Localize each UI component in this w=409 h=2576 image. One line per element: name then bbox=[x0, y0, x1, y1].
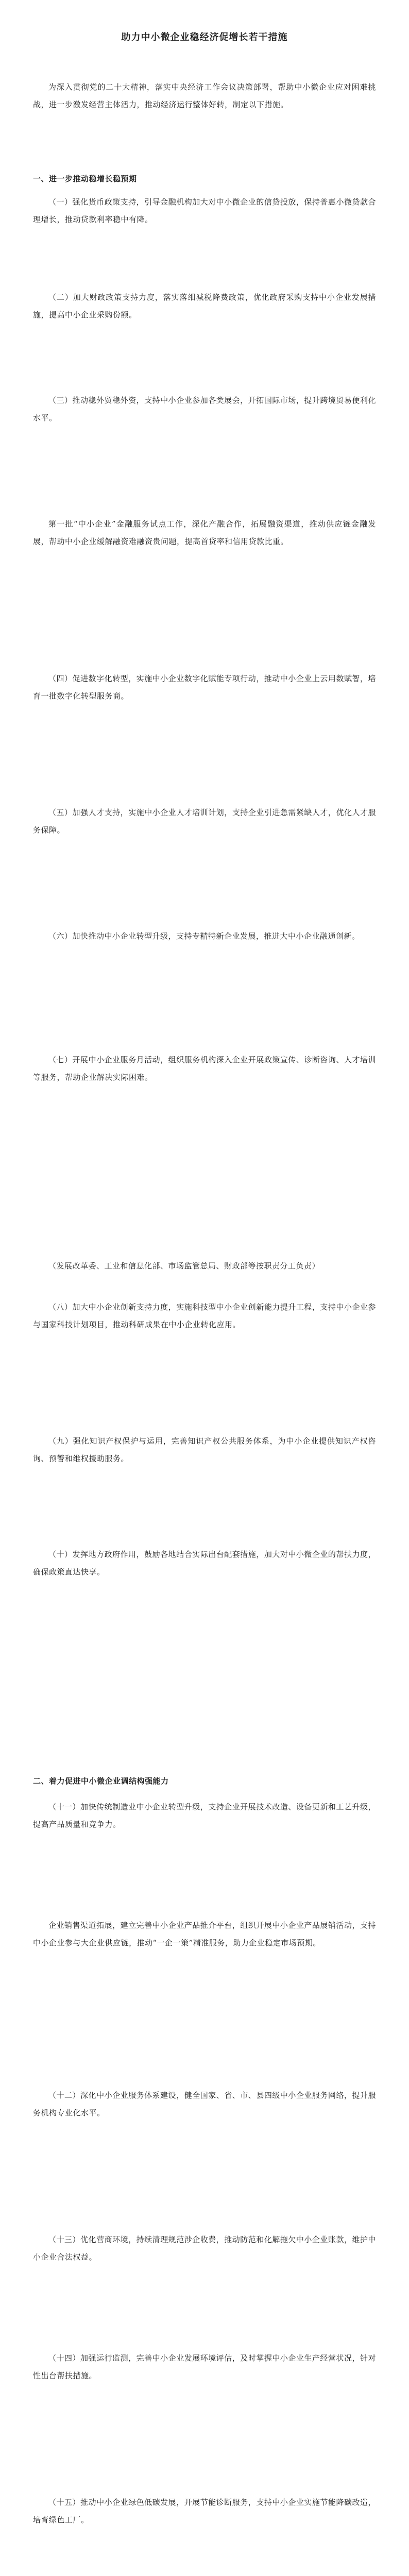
paragraph: （九）强化知识产权保护与运用，完善知识产权公共服务体系，为中小企业提供知识产权咨询、预警和维权援助服务。 bbox=[33, 1436, 376, 1463]
section-heading: 一、进一步推动稳增长稳预期 bbox=[33, 174, 137, 183]
paragraph: （十）发挥地方政府作用，鼓励各地结合实际出台配套措施，加大对中小微企业的帮扶力度，确保政策直达快享。 bbox=[33, 1550, 376, 1577]
paragraph: （七）开展中小企业服务月活动，组织服务机构深入企业开展政策宣传、诊断咨询、人才培训等服务，帮助企业解决实际困难。 bbox=[33, 1055, 376, 1082]
paragraph: （十三）优化营商环境，持续清理规范涉企收费，推动防范和化解拖欠中小企业账款，维护中小企业合法权益。 bbox=[33, 2235, 376, 2262]
paragraph: 企业销售渠道拓展，建立完善中小企业产品推介平台，组织开展中小企业产品展销活动，支持中小企业参与大企业供应链，推动“一企一策”精准服务，助力企业稳定市场预期。 bbox=[33, 1921, 376, 1947]
paragraph: （六）加快推动中小企业转型升级，支持专精特新企业发展，推进大中小企业融通创新。 bbox=[48, 931, 360, 941]
paragraph: （三）推动稳外贸稳外资，支持中小企业参加各类展会，开拓国际市场，提升跨境贸易便利化水平。 bbox=[33, 396, 376, 422]
paragraph: （四）促进数字化转型，实施中小企业数字化赋能专项行动，推动中小企业上云用数赋智，培育一批数字化转型服务商。 bbox=[33, 674, 376, 701]
paragraph: （一）强化货币政策支持，引导金融机构加大对中小微企业的信贷投放，保持普惠小微贷款合理增长，推动贷款利率稳中有降。 bbox=[33, 197, 376, 224]
responsibility-note: （发展改革委、工业和信息化部、市场监管总局、财政部等按职责分工负责） bbox=[48, 1261, 320, 1270]
paragraph: 第一批“中小企业”金融服务试点工作，深化产融合作，拓展融资渠道，推动供应链金融发展，帮助中小企业缓解融资难融资贵问题，提高首贷率和信用贷款比重。 bbox=[33, 519, 376, 546]
paragraph: （十四）加强运行监测，完善中小企业发展环境评估，及时掌握中小企业生产经营状况，针对性出台帮扶措施。 bbox=[33, 2353, 376, 2380]
paragraph: （二）加大财政政策支持力度，落实落细减税降费政策，优化政府采购支持中小企业发展措施，提高中小企业采购份额。 bbox=[33, 293, 376, 319]
paragraph: （十二）深化中小企业服务体系建设，健全国家、省、市、县四级中小企业服务网络，提升服务机构专业化水平。 bbox=[33, 2091, 376, 2117]
paragraph: （十一）加快传统制造业中小企业转型升级，支持企业开展技术改造、设备更新和工艺升级，提高产品质量和竞争力。 bbox=[33, 1802, 376, 1829]
paragraph: （十五）推动中小企业绿色低碳发展，开展节能诊断服务，支持中小企业实施节能降碳改造，培育绿色工厂。 bbox=[33, 2498, 376, 2524]
paragraph: 为深入贯彻党的二十大精神，落实中央经济工作会议决策部署，帮助中小微企业应对困难挑战，进一步激发经营主体活力，推动经济运行整体好转，制定以下措施。 bbox=[33, 82, 376, 109]
paragraph: （八）加大中小企业创新支持力度，实施科技型中小企业创新能力提升工程，支持中小企业参与国家科技计划项目，推动科研成果在中小企业转化应用。 bbox=[33, 1302, 376, 1329]
page-title: 助力中小微企业稳经济促增长若干措施 bbox=[121, 32, 288, 43]
paragraph: （五）加强人才支持，实施中小企业人才培训计划，支持企业引进急需紧缺人才，优化人才服务保障。 bbox=[33, 808, 376, 835]
section-heading: 二、着力促进中小微企业调结构强能力 bbox=[33, 1776, 169, 1786]
